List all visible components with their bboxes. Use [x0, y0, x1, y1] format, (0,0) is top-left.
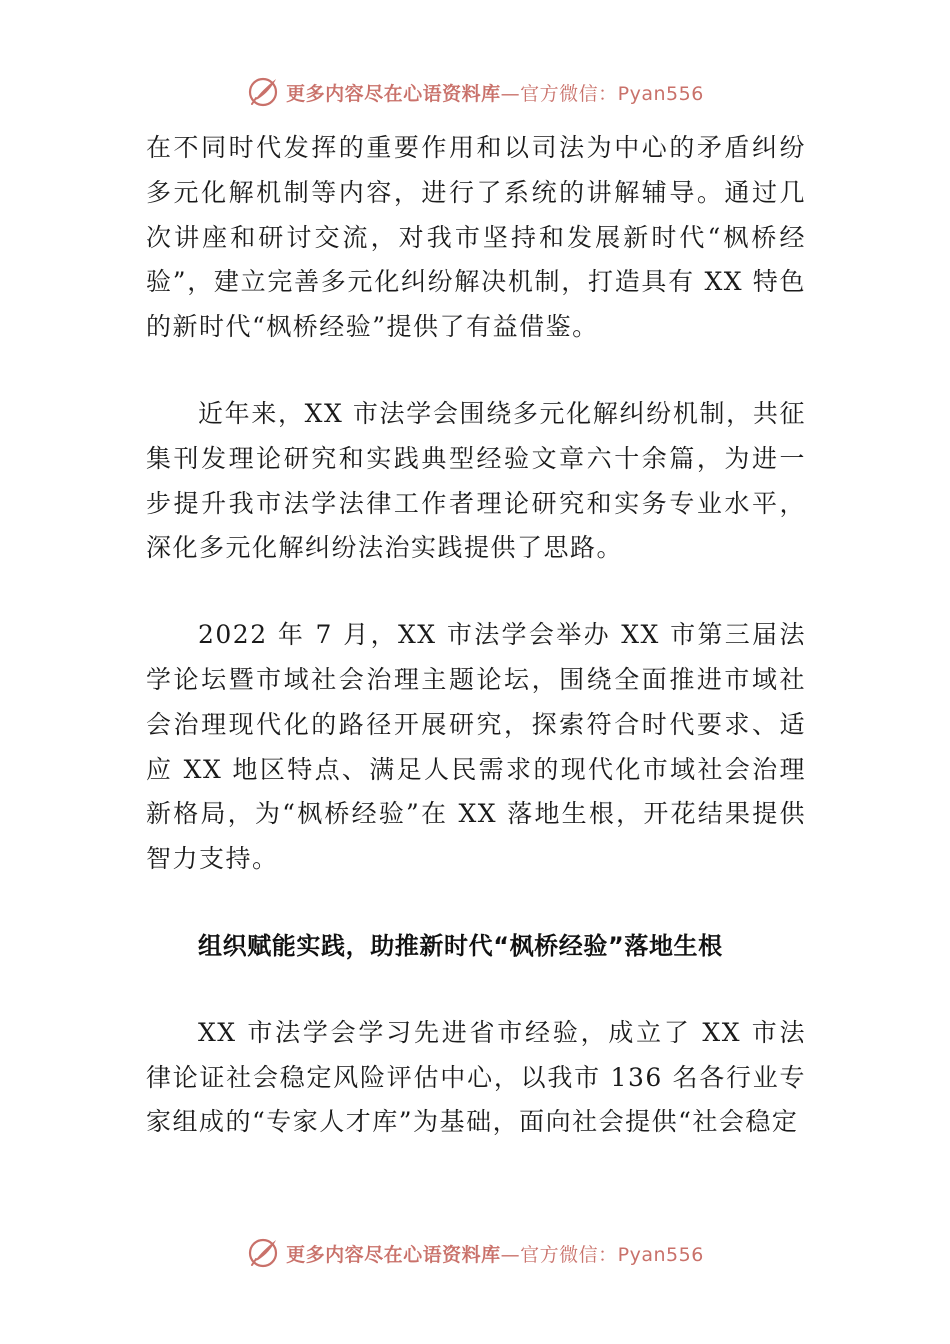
- paragraph-1: 在不同时代发挥的重要作用和以司法为中心的矛盾纠纷多元化解机制等内容，进行了系统的讲解辅导。通过几次讲座和研讨交流，对我市坚持和发展新时代“枫桥经验”，建立完善多元化纠纷解决机制，打造具有 XX 特色的新时代“枫桥经验”提供了有益借鉴。: [146, 133, 806, 342]
- watermark-main-text: 更多内容尽在心语资料库: [286, 82, 501, 105]
- paragraph-3: 2022 年 7 月，XX 市法学会举办 XX 市第三届法学论坛暨市域社会治理主题论坛，围绕全面推进市域社会治理现代化的路径开展研究，探索符合时代要求、适应 XX 地区特点、满足人民需求的现代化市域社会治理新格局，为“枫桥经验”在 XX 落地生根，开花结果提供智力支持。: [146, 620, 806, 874]
- quill-logo-icon: [246, 75, 280, 109]
- quill-logo-icon: [246, 1236, 280, 1270]
- document-body: [146, 126, 806, 1145]
- watermark-main-text: 更多内容尽在心语资料库: [286, 1243, 501, 1266]
- watermark-footer: [0, 1233, 950, 1273]
- watermark-sub-text: —官方微信：Pyan556: [500, 82, 704, 105]
- watermark-header: [0, 72, 950, 112]
- paragraph-4: XX 市法学会学习先进省市经验，成立了 XX 市法律论证社会稳定风险评估中心，以我市 136 名各行业专家组成的“专家人才库”为基础，面向社会提供“社会稳定: [146, 1017, 806, 1137]
- paragraph-2: 近年来，XX 市法学会围绕多元化解纠纷机制，共征集刊发理论研究和实践典型经验文章六十余篇，为进一步提升我市法学法律工作者理论研究和实务专业水平，深化多元化解纠纷法治实践提供了思路。: [146, 398, 806, 563]
- section-heading: 组织赋能实践，助推新时代“枫桥经验”落地生根: [198, 931, 723, 960]
- watermark-sub-text: —官方微信：Pyan556: [500, 1243, 704, 1266]
